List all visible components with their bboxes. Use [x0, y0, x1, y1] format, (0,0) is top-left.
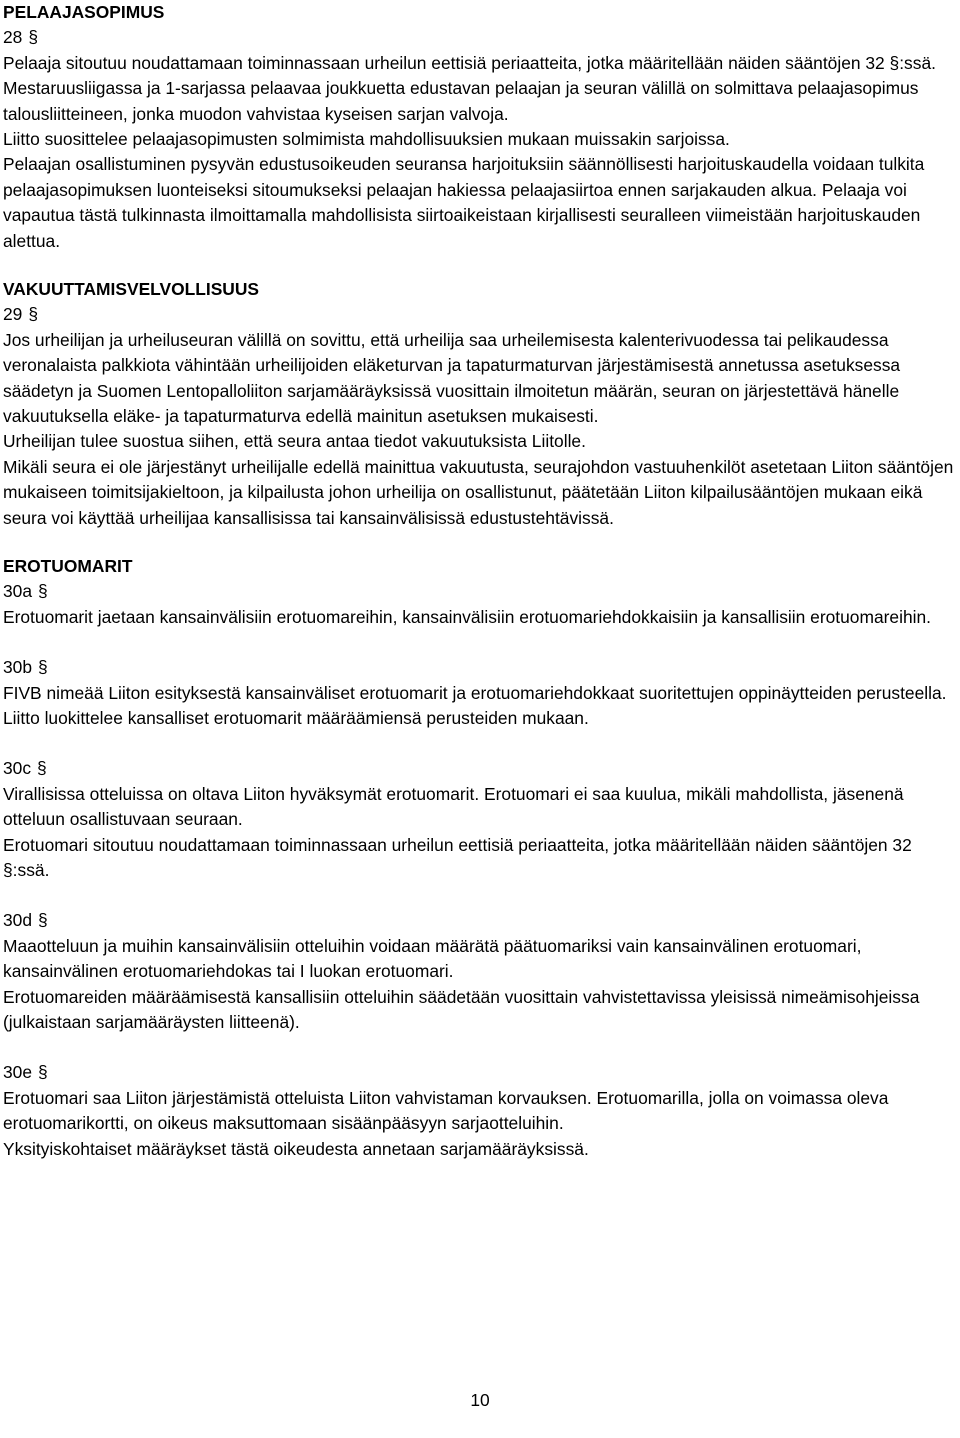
section-sign: § [38, 910, 48, 931]
paragraph-number [3, 579, 958, 604]
paragraph-number [3, 1060, 958, 1085]
section-sign: § [38, 1062, 48, 1083]
section-sign: § [38, 581, 48, 602]
section-heading: PELAAJASOPIMUS [3, 2, 165, 22]
paragraph-text: Urheilijan tulee suostua siihen, että seura antaa tiedot vakuutuksista Liitolle. [3, 431, 586, 452]
page-number: 10 [470, 1390, 490, 1410]
paragraph-number-value: 30b [3, 657, 33, 678]
paragraph-text: FIVB nimeää Liiton esityksestä kansainväliset erotuomarit ja erotuomariehdokkaat suoritettujen oppinäytteiden perusteella. [3, 682, 947, 703]
paragraph-text: Liitto luokittelee kansalliset erotuomarit määräämiensä perusteiden mukaan. [3, 708, 589, 729]
paragraph-text: Mikäli seura ei ole järjestänyt urheilijalle edellä mainittua vakuutusta, seurajohdon vastuuhenkilöt asetetaan Liiton sääntöjen mukaiseen toimitsijakieltoon, ja kilpailusta johon urheilija on osallistunut, päätetään Liiton kilpailusääntöjen mukaan eikä seura voi käyttää urheilijaa kansallisissa tai kansainvälisissä edustustehtävissä. [3, 456, 954, 528]
section-sign: § [28, 27, 39, 48]
paragraph-text: Pelaajan osallistuminen pysyvän edustusoikeuden seuransa harjoituksiin säännöllisesti harjoituskaudella voidaan tulkita pelaajasopimuksen luonteiseksi sitoumukseksi pelaajan hakiessa pelaajasiirtoa ennen sarjakauden alkua. Pelaaja voi vapautua tästä tulkinnasta ilmoittamalla mahdollisista siirtoaikeistaan kirjallisesti seuralleen viimeistään harjoituskauden alettua. [3, 154, 925, 251]
section-erotuomarit [3, 554, 958, 1162]
paragraph-text: Jos urheilijan ja urheiluseuran välillä on sovittu, että urheilija saa urheilemisesta kalenterivuodessa tai pelikaudessa veronalaista palkkiota vähintään urheilijoiden eläketurvan ja tapaturmaturvan järjestämisestä annetussa asetuksessa säädetyn ja Suomen Lentopalloliiton sarjamääräyksissä vuosittain ilmoitetun määrän, seuran on järjestettävä hänelle vakuutuksella eläke- ja tapaturmaturva edellä mainitun asetuksen mukaisesti. [3, 329, 901, 427]
paragraph-number [3, 302, 958, 327]
paragraph-number [3, 655, 958, 680]
paragraph-number-value: 30e [3, 1062, 33, 1083]
paragraph-text: Erotuomarit jaetaan kansainvälisiin erotuomareihin, kansainvälisiin erotuomariehdokkaisiin ja kansallisiin erotuomareihin. [3, 606, 931, 627]
paragraph-text: Yksityiskohtaiset määräykset tästä oikeudesta annetaan sarjamääräyksissä. [3, 1138, 589, 1159]
section-sign: § [38, 657, 48, 678]
paragraph-number-value: 30c [3, 758, 32, 779]
section-sign: § [28, 304, 39, 325]
paragraph-text: Erotuomari sitoutuu noudattamaan toiminnassaan urheilun eettisiä periaatteita, jotka määritellään näiden sääntöjen 32 §:ssä. [3, 834, 912, 881]
document-page [3, 0, 958, 1162]
subsection-30b [3, 655, 958, 731]
paragraph-number [3, 25, 958, 50]
section-vakuuttamisvelvollisuus [3, 277, 958, 531]
section-pelaajasopimus [3, 0, 958, 254]
paragraph-number-value: 29 [3, 304, 23, 325]
section-heading: EROTUOMARIT [3, 556, 133, 577]
paragraph-number-value: 30a [3, 581, 33, 602]
paragraph-text: Pelaaja sitoutuu noudattamaan toiminnassaan urheilun eettisiä periaatteita, jotka määritellään näiden sääntöjen 32 §:ssä. [3, 52, 936, 73]
paragraph-number-value: 30d [3, 910, 33, 931]
subsection-30e [3, 1060, 958, 1162]
paragraph-number [3, 756, 958, 781]
paragraph-text: Virallisissa otteluissa on oltava Liiton hyväksymät erotuomarit. Erotuomari ei saa kuulua, mikäli mahdollista, jäsenenä otteluun osallistuvaan seuraan. [3, 783, 904, 830]
subsection-30d [3, 908, 958, 1035]
section-sign: § [37, 758, 47, 779]
paragraph-text: Erotuomari saa Liiton järjestämistä otteluista Liiton vahvistaman korvauksen. Erotuomarilla, jolla on voimassa oleva erotuomarikortti, on oikeus maksuttomaan sisäänpääsyyn sarjaotteluihin. [3, 1087, 889, 1134]
paragraph-number-value: 28 [3, 27, 23, 48]
paragraph-number [3, 908, 958, 933]
subsection-30a [3, 579, 958, 630]
paragraph-text: Erotuomareiden määräämisestä kansallisiin otteluihin säädetään vuosittain vahvistettavissa yleisissä nimeämisohjeissa (julkaistaan sarjamääräysten liitteenä). [3, 986, 920, 1033]
subsection-30c [3, 756, 958, 883]
paragraph-text: Maaotteluun ja muihin kansainvälisiin otteluihin voidaan määrätä päätuomariksi vain kansainvälinen erotuomari, kansainvälinen erotuomariehdokas tai I luokan erotuomari. [3, 935, 862, 982]
section-heading: VAKUUTTAMISVELVOLLISUUS [3, 279, 260, 300]
paragraph-text: Mestaruusliigassa ja 1-sarjassa pelaavaa joukkuetta edustavan pelaajan ja seuran välillä on solmittava pelaajasopimus talousliitteineen, jonka muodon vahvistaa kyseisen sarjan valvoja. [3, 78, 919, 124]
paragraph-text: Liitto suosittelee pelaajasopimusten solmimista mahdollisuuksien mukaan muissakin sarjoissa. [3, 129, 730, 149]
